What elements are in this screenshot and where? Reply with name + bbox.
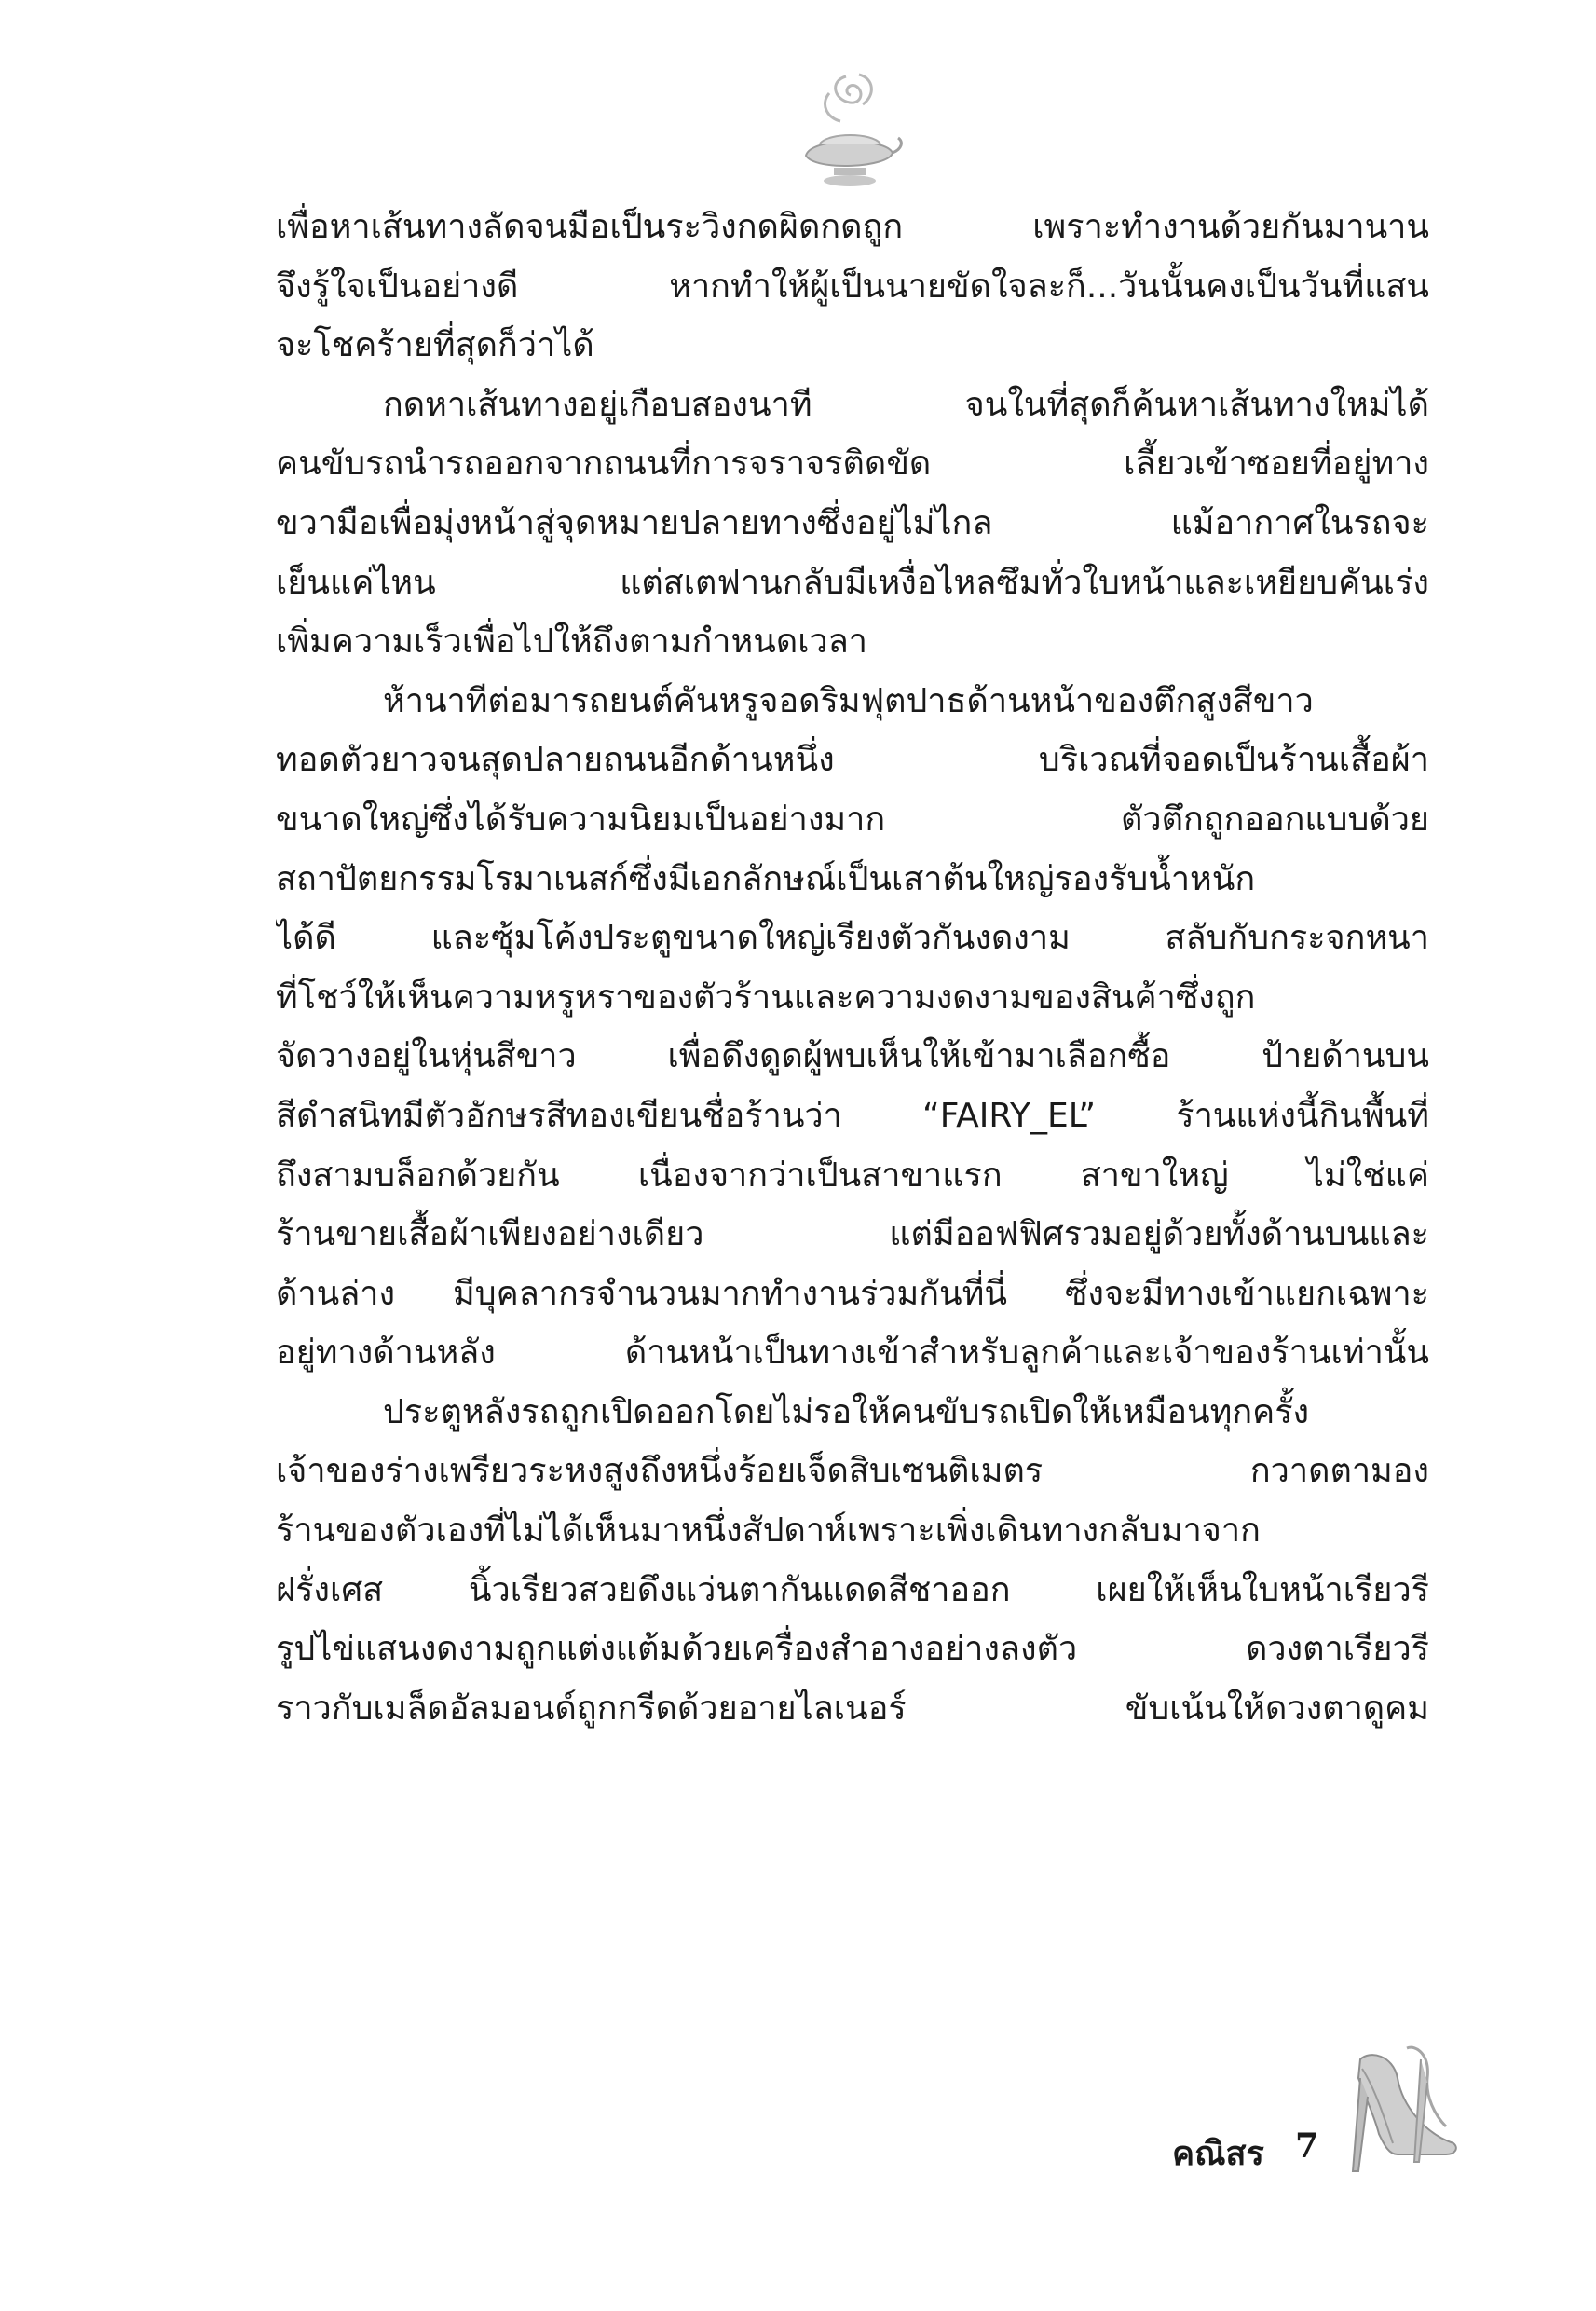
genie-lamp-icon (792, 67, 904, 193)
text-line: ที่โชว์ให้เห็นความหรูหราของตัวร้านและความงดงามของสินค้าซึ่งถูก (276, 978, 1256, 1017)
text-line: เพื่อหาเส้นทางลัดจนมือเป็นระวิงกดผิดกดถูก เพราะทำงานด้วยกันมานาน (276, 208, 1429, 246)
text-line: ร้านขายเสื้อผ้าเพียงอย่างเดียว แต่มีออฟฟิศรวมอยู่ด้วยทั้งด้านบนและ (276, 1215, 1429, 1254)
text-line: ได้ดี และซุ้มโค้งประตูขนาดใหญ่เรียงตัวกันงดงาม สลับกับกระจกหนา (276, 919, 1429, 958)
high-heel-shoe-icon (1342, 2041, 1463, 2181)
text-line: ขนาดใหญ่ซึ่งได้รับความนิยมเป็นอย่างมาก ตัวตึกถูกออกแบบด้วย (276, 800, 1429, 839)
page-number: 7 (1295, 2126, 1319, 2166)
text-line: จัดวางอยู่ในหุ่นสีขาว เพื่อดึงดูดผู้พบเห็นให้เข้ามาเลือกซื้อ ป้ายด้านบน (276, 1037, 1429, 1076)
text-line: เจ้าของร่างเพรียวระหงสูงถึงหนึ่งร้อยเจ็ดสิบเซนติเมตร กวาดตามอง (276, 1452, 1429, 1491)
text-line: เพิ่มความเร็วเพื่อไปให้ถึงตามกำหนดเวลา (276, 622, 868, 662)
text-line: ขวามือเพื่อมุ่งหน้าสู่จุดหมายปลายทางซึ่งอยู่ไม่ไกล แม้อากาศในรถจะ (276, 503, 1429, 542)
text-line: คนขับรถนำรถออกจากถนนที่การจราจรติดขัด เลี้ยวเข้าซอยที่อยู่ทาง (276, 444, 1429, 484)
text-line: อยู่ทางด้านหลัง ด้านหน้าเป็นทางเข้าสำหรับลูกค้าและเจ้าของร้านเท่านั้น (276, 1333, 1429, 1373)
text-line: ราวกับเมล็ดอัลมอนด์ถูกกรีดด้วยอายไลเนอร์ ขับเน้นให้ดวงตาดูคม (276, 1689, 1429, 1728)
text-line: ด้านล่าง มีบุคลากรจำนวนมากทำงานร่วมกันที่นี่ ซึ่งจะมีทางเข้าแยกเฉพาะ (276, 1274, 1429, 1313)
text-line: ห้านาทีต่อมารถยนต์คันหรูจอดริมฟุตปาธด้านหน้าของตึกสูงสีขาว (383, 681, 1314, 720)
text-line: กดหาเส้นทางอยู่เกือบสองนาที จนในที่สุดก็ค้นหาเส้นทางใหม่ได้ (383, 385, 1429, 424)
text-line: จึงรู้ใจเป็นอย่างดี หากทำให้ผู้เป็นนายขัดใจละก็...วันนั้นคงเป็นวันที่แสน (276, 267, 1429, 306)
text-line: ฝรั่งเศส นิ้วเรียวสวยดึงแว่นตากันแดดสีชาออก เผยให้เห็นใบหน้าเรียวรี (276, 1570, 1429, 1609)
text-line: ประตูหลังรถถูกเปิดออกโดยไม่รอให้คนขับรถเปิดให้เหมือนทุกครั้ง (383, 1392, 1310, 1431)
text-line: สถาปัตยกรรมโรมาเนสก์ซึ่งมีเอกลักษณ์เป็นเสาต้นใหญ่รองรับน้ำหนัก (276, 859, 1256, 898)
text-line: รูปไข่แสนงดงามถูกแต่งแต้มด้วยเครื่องสำอางอย่างลงตัว ดวงตาเรียวรี (276, 1630, 1429, 1669)
footer-author: คณิสร (1172, 2134, 1264, 2173)
text-line: สีดำสนิทมีตัวอักษรสีทองเขียนชื่อร้านว่า “FAIRY_EL” ร้านแห่งนี้กินพื้นที่ (276, 1096, 1429, 1135)
body-text (276, 198, 1429, 1738)
text-line: ถึงสามบล็อกด้วยกัน เนื่องจากว่าเป็นสาขาแรก สาขาใหญ่ ไม่ใช่แค่ (276, 1156, 1429, 1195)
text-line: เย็นแค่ไหน แต่สเตฟานกลับมีเหงื่อไหลซึมทั่วใบหน้าและเหยียบคันเร่ง (276, 563, 1429, 602)
text-line: ร้านของตัวเองที่ไม่ได้เห็นมาหนึ่งสัปดาห์เพราะเพิ่งเดินทางกลับมาจาก (276, 1511, 1261, 1551)
text-line: ทอดตัวยาวจนสุดปลายถนนอีกด้านหนึ่ง บริเวณที่จอดเป็นร้านเสื้อผ้า (276, 741, 1429, 780)
text-line: จะโชคร้ายที่สุดก็ว่าได้ (276, 326, 594, 365)
